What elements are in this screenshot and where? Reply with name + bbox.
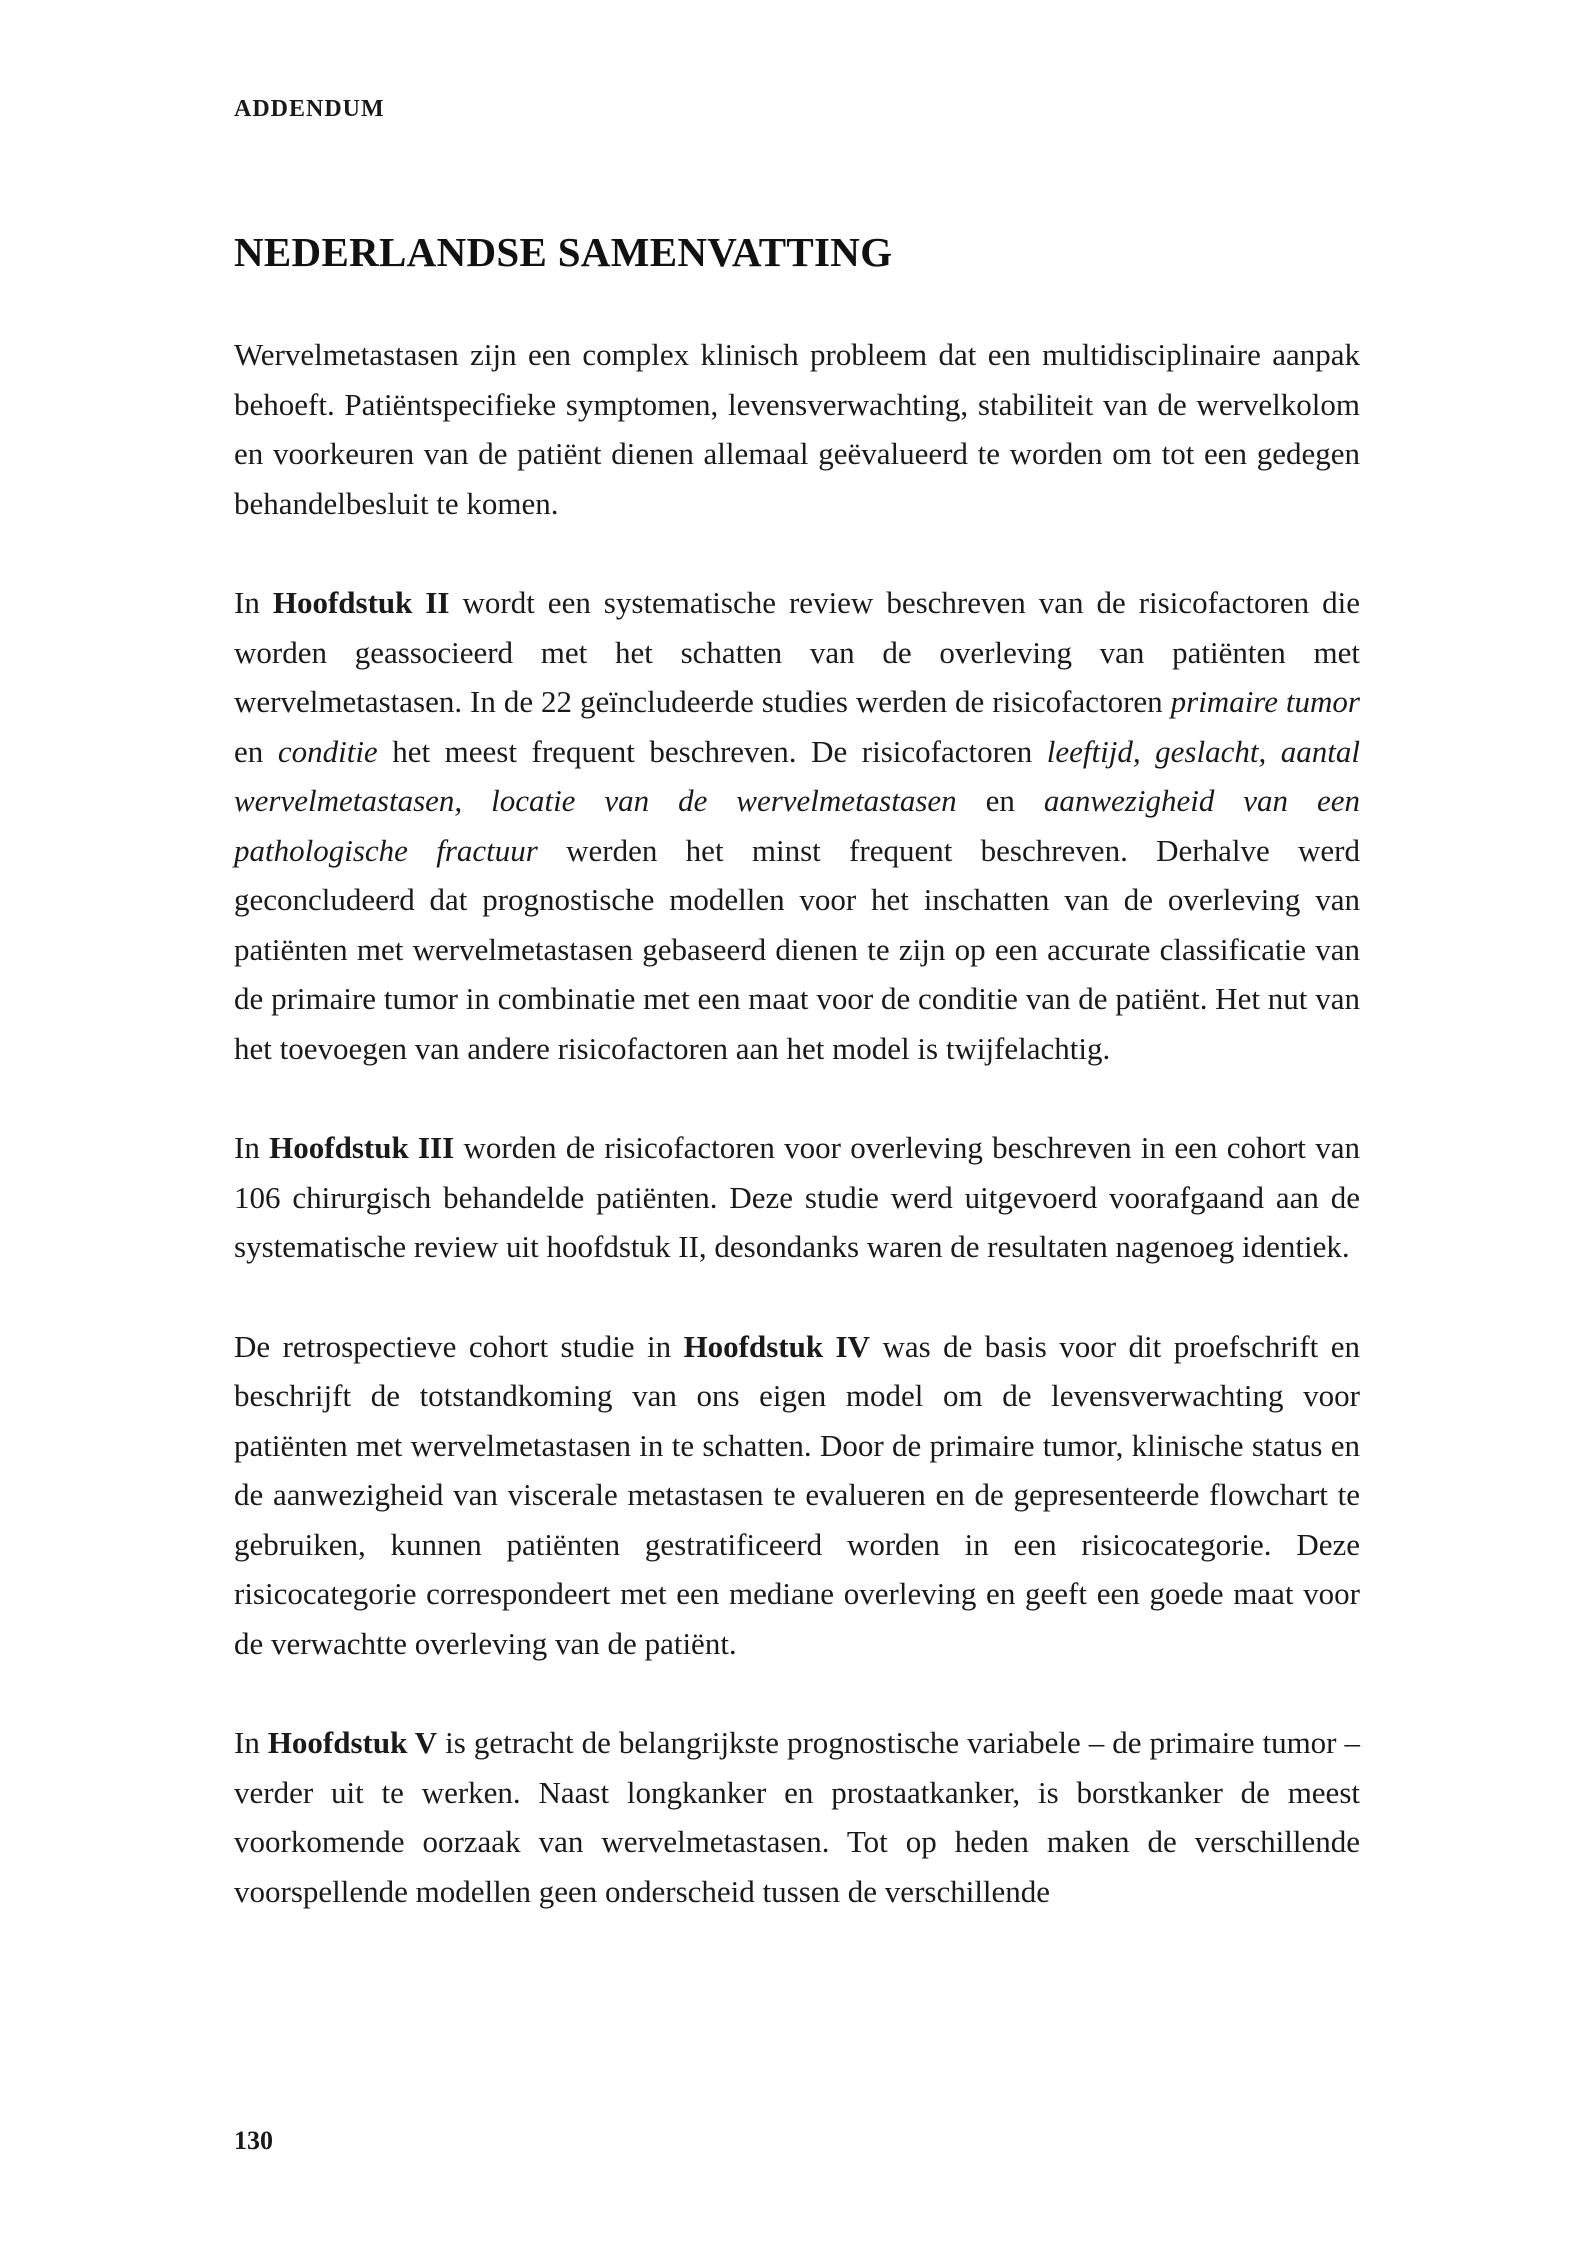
text-run: en xyxy=(956,783,1044,818)
page-number: 130 xyxy=(234,2126,273,2155)
chapter-ref-v: Hoofdstuk V xyxy=(267,1725,438,1760)
paragraph-intro: Wervelmetastasen zijn een complex klinisch probleem dat een multidisciplinaire aanpak behoeft. Patiëntspecifieke symptomen, levensverwachting, stabiliteit van de wervelkolom en voorkeuren van de patiënt dienen allemaal geëvalueerd te worden om tot een gedegen behandelbesluit te komen. xyxy=(234,337,1360,521)
paragraph-hoofdstuk-iii xyxy=(234,1123,1360,1272)
text-run: In xyxy=(234,1130,270,1165)
paragraph-hoofdstuk-v xyxy=(234,1718,1360,1916)
running-header: ADDENDUM xyxy=(234,96,385,122)
text-run: het meest frequent beschreven. De risicofactoren xyxy=(377,733,1047,769)
text-run: In xyxy=(234,1725,268,1760)
text-run: is getracht de belangrijkste prognostische variabele – de primaire tumor – verder uit te werken. Naast longkanker en prostaatkanker, is borstkanker de meest voorkomende oorzaak van wervelmetastasen. Tot op heden maken de verschillende voorspellende modellen geen onderscheid tussen de verschillende xyxy=(234,1725,1360,1909)
term-pathologische-fractuur: aanwezigheid van een pathologische fractuur xyxy=(234,783,1360,868)
paragraph-hoofdstuk-iv xyxy=(234,1322,1360,1669)
body-text xyxy=(234,330,1360,1966)
text-run: was de basis voor dit proefschrift en beschrijft de totstandkoming van ons eigen model om de levensverwachting voor patiënten met wervelmetastasen in te schatten. Door de primaire tumor, klinische status en de aanwezigheid van viscerale metastasen te evalueren en de gepresenteerde flowchart te gebruiken, kunnen patiënten gestratificeerd worden in een risicocategorie. Deze risicocategorie correspondeert met een mediane overleving en geeft een goede maat voor de verwachtte overleving van de patiënt. xyxy=(234,1328,1360,1661)
text-run: worden de risicofactoren voor overleving beschreven in een cohort van 106 chirurgisch behandelde patiënten. Deze studie werd uitgevoerd voorafgaand aan de systematische review uit hoofdstuk II, desondanks waren de resultaten nagenoeg identiek. xyxy=(234,1130,1360,1264)
chapter-ref-iv: Hoofdstuk IV xyxy=(683,1328,871,1364)
term-risk-factors-list: leeftijd, geslacht, aantal wervelmetastasen, locatie van de wervelmetastasen xyxy=(234,733,1360,818)
chapter-ref-iii: Hoofdstuk III xyxy=(269,1130,455,1165)
paragraph-hoofdstuk-ii xyxy=(234,578,1360,1073)
term-primaire-tumor: primaire tumor xyxy=(1170,684,1360,719)
term-conditie: conditie xyxy=(277,733,378,769)
page-title: NEDERLANDSE SAMENVATTING xyxy=(234,229,893,275)
chapter-ref-ii: Hoofdstuk II xyxy=(272,585,450,620)
text-run: en xyxy=(234,733,278,769)
text-run: In xyxy=(234,585,273,620)
text-run: werden het minst frequent beschreven. Derhalve werd geconcludeerd dat prognostische modellen voor het inschatten van de overleving van patiënten met wervelmetastasen gebaseerd dienen te zijn op een accurate classificatie van de primaire tumor in combinatie met een maat voor de conditie van de patiënt. Het nut van het toevoegen van andere risicofactoren aan het model is twijfelachtig. xyxy=(234,832,1360,1066)
text-run: De retrospectieve cohort studie in xyxy=(234,1328,684,1364)
text-run: wordt een systematische review beschreven van de risicofactoren die worden geassocieerd met het schatten van de overleving van patiënten met wervelmetastasen. In de 22 geïncludeerde studies werden de risicofactoren xyxy=(234,585,1360,719)
